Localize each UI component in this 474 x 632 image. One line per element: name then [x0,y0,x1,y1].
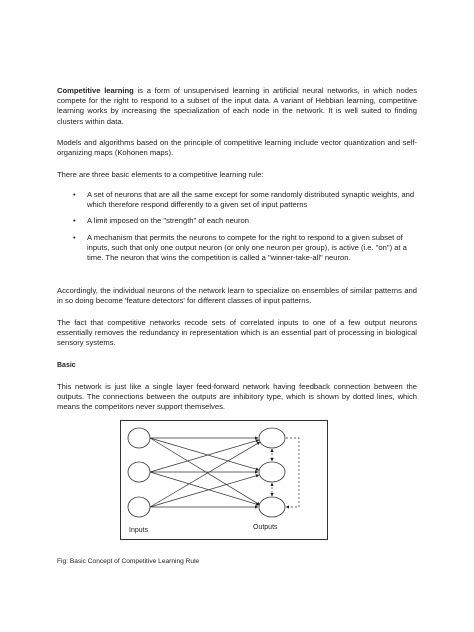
list-item-text: A mechanism that permits the neurons to compete for the right to respond to a given subset of inputs, such that only one output neuron (or only one neuron per group), is active (i.e. "on") at a time. The neuron that wins the competition is called a "winner-take-all" neuron. [87,232,407,263]
input-node [128,497,150,517]
network-diagram-svg [121,421,327,539]
output-node [259,428,285,448]
input-node [128,428,150,448]
redundancy-text: The fact that competitive networks recode sets of correlated inputs to one of a few output neurons essentially removes the redundancy in representation which is an essential part of processing in biological sensory systems. [57,318,417,348]
output-node [259,497,285,517]
models-paragraph [57,138,417,158]
connection-lines [150,438,260,507]
list-item [73,216,417,226]
basic-heading: Basic [57,362,76,369]
elements-intro-paragraph [57,170,417,180]
network-diagram [120,420,328,540]
elements-intro-text: There are three basic elements to a competitive learning rule: [57,170,264,179]
output-node [259,462,285,482]
list-item-text: A set of neurons that are all the same except for some randomly distributed synaptic weights, and which therefore respond differently to a given set of input patterns [87,190,415,210]
outputs-label: Outputs [253,524,278,531]
bullet-symbol: • [73,216,76,226]
accordingly-paragraph [57,286,417,306]
list-item [73,190,417,210]
accordingly-text: Accordingly, the individual neurons of the network learn to specialize on ensembles of similar patterns and in so doing become 'feature detectors' for different classes of input patterns. [57,286,417,306]
models-text: Models and algorithms based on the principle of competitive learning include vector quantization and self-organizing maps (Kohonen maps). [57,138,417,158]
inputs-label: Inputs [129,527,149,534]
intro-text: is a form of unsupervised learning in artificial neural networks, in which nodes compete for the right to respond to a subset of the input data. A variant of Hebbian learning, competitive learning works by increasing the specialization of each node in the network. It is well suited to finding clusters within data. [57,86,417,126]
basic-paragraph [57,382,417,413]
intro-paragraph [57,86,417,127]
output-nodes [259,428,285,517]
input-node [128,462,150,482]
redundancy-paragraph [57,318,417,349]
bullet-symbol: • [73,232,76,242]
list-item [73,233,417,264]
bullet-symbol: • [73,190,76,199]
intro-term: Competitive learning [57,86,134,95]
list-item-text: A limit imposed on the "strength" of each neuron [87,216,250,226]
basic-text: This network is just like a single layer feed-forward network having feedback connection between the outputs. The connections between the outputs are inhibitory type, which is shown by dotted lines, which means the competitors never support themselves. [57,382,417,412]
elements-list [73,190,417,263]
figure-caption: Fig: Basic Concept of Competitive Learning Rule [57,558,200,565]
input-nodes [128,428,150,517]
